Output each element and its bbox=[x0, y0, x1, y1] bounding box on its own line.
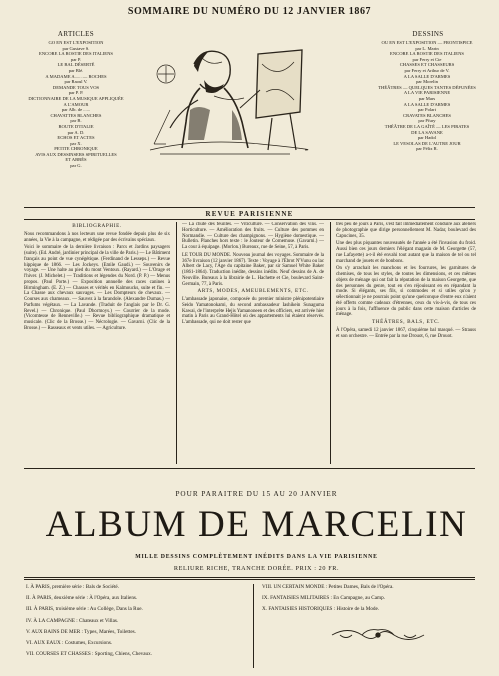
summary-item: A LA SALLE D'ARMES bbox=[403, 73, 451, 79]
summary-item: par Mars bbox=[418, 95, 436, 101]
summary-item: DE LA SAVANE bbox=[411, 129, 443, 135]
summary-item: GO EN EST L'EXPOSITION bbox=[48, 40, 104, 45]
toc-item: IX. FANTAISIES MILITAIRES : En Campagne, au Camp. bbox=[262, 595, 385, 602]
summary-item: par Alb. de ...... bbox=[61, 107, 91, 113]
summary-item: THÉÂTRES — QUELQUES TANTES DÉFUNÉES bbox=[378, 84, 476, 90]
column-heading: ARTS, MODES, AMEUBLEMENTS, ETC. bbox=[197, 288, 309, 295]
summary-item: LE BAL DÉSERTÉ bbox=[57, 62, 95, 68]
summary-item: CRAVATES BLANCHES bbox=[403, 112, 451, 118]
summary-item: par A. D. bbox=[67, 129, 85, 135]
summary-item: CHAVATTES BLANCHES bbox=[50, 112, 102, 118]
album-contents-right bbox=[262, 582, 476, 616]
column-heading: THÉÂTRES, BALS, ETC. bbox=[371, 319, 441, 325]
dessins-heading: DESSINS bbox=[412, 30, 444, 38]
summary-item: ET ABBÉS bbox=[65, 157, 87, 163]
toc-item: X. FANTAISIES HISTORIQUES : Histoire de la Mode. bbox=[262, 606, 380, 613]
toc-item: VIII. UN CERTAIN MONDE : Petites Dames, Bals de l'Opéra. bbox=[262, 584, 394, 590]
divider-rule bbox=[24, 219, 475, 220]
article-paragraph: très peu de jours à Paris, s'est fait immédiatement conduire aux ateliers de photographie que dirige personnellement M. Nadar, boulevard des Capucines, 35. bbox=[336, 222, 476, 239]
article-paragraph: Voici le sommaire de la dernière livraison : Parcs et Jardins paysagers (suite). (Ed. André, jardinier principal de la ville de Paris.) — Le Bâtiment français au point de vue cynégétique. (Ferdinand de Lesseps.) — Revue hippique de 1866. — Les Jockeys. (Emile Gaudi.) — Souvenirs de voyage. — Une halte au pied du mont Ventoux. (Rayard.) — L'Orage et l'hiver. (J. Michelet.) — Traditions et légendes du Nord. (P. P.) — Menus propos. (Paul Porte.) — Exposition annuelle des races canines à Birmingham. (E. Z.) — Chasses et vérités en Kalmoucks, suite et fin. — La Chasse aux chevaux sauvages. — Les Dompteurs de chevaux. — Courses aux chameaux. — Sauvez à la farandole. (Alexandre Dumas.) — Parfums végétaux. — La Lavande. (Traduit de l'anglais par le Dr. G. Revel.) — Chronique. (Paul Dhormoys.) — Courrier de la mode. (Vicomtesse de Renneville.) — Revue bibliographique dramatique et musicale. (Clic de la Brosse.) — Nécrologie. — Gavarni. (Clic de la Brosse.) — Rasseaux et vents utiles. — Agriculture. bbox=[24, 245, 170, 331]
masthead: SOMMAIRE DU NUMÉRO DU 12 JANVIER 1867 bbox=[127, 6, 372, 17]
column-rule bbox=[176, 222, 177, 464]
summary-item: par Ferry et Arthur de V. bbox=[404, 67, 450, 73]
flourish-ornament-icon bbox=[328, 624, 428, 646]
ad-intro: POUR PARAITRE DU 15 AU 20 JANVIER bbox=[175, 490, 338, 498]
album-contents-left bbox=[26, 582, 248, 660]
artist-at-easel-icon bbox=[140, 40, 310, 160]
summary-item: A MADAME A...... — ROCHES bbox=[45, 73, 107, 79]
divider-rule bbox=[24, 207, 475, 208]
toc-item: VI. AUX EAUX : Costumes, Excursions. bbox=[26, 640, 113, 647]
articles-heading: ARTICLES bbox=[57, 30, 95, 38]
summary-item: LE VESOLAS DE L'AUTRE JOUR bbox=[393, 140, 461, 146]
article-paragraph: À l'Opéra, samedi 12 janvier 1867, cinquième bal masqué. — Strauss et son orchestre. — Entrée par la rue Drouot, 6, rue Drouot. bbox=[336, 327, 476, 339]
toc-item: IV. À LA CAMPAGNE : Chateaux et Villas. bbox=[26, 617, 119, 624]
article-paragraph: — La chute des feuilles. — Viticulture. — Conservation des vins. — Horticulture. — Amélioration des fruits. — Culture des pommes en Normandie. — Culture des champignons. — Hygiène domestique. — Bulletin. Planches hors texte : le Jouteur de Cornemuse. (Gavarni.) — La cour à équipage. (Morlon.) Bureaux, rue de Seine, 57, à Paris. bbox=[182, 222, 324, 250]
column-tour-du-monde bbox=[182, 222, 324, 464]
summary-item: ENCORE LA ROSTIE DES ITALIENS bbox=[390, 51, 464, 57]
summary-item: DEMANDE TOUS VOS bbox=[52, 84, 100, 90]
summary-item: par Polart bbox=[418, 107, 436, 113]
column-rule bbox=[330, 222, 331, 464]
summary-item: par Blé. bbox=[68, 67, 84, 73]
summary-item: OU EN EST L'EXPOSITION — FRONTISPICE bbox=[381, 40, 473, 45]
summary-item: A L'AMOUR bbox=[63, 101, 89, 107]
article-paragraph: L'ambassade japonaise, composée du premier ministre plénipotentiaire Seido Yamatonokami, du second ambassadeur Iashikein Sunaguma Kawai, de l'interprète Hejis Yamanoneen et des officiers, est arrivée hier matin à Paris au Grand-Hôtel où des appartements lui étaient réservés. L'ambassade, qui ne doit rester que bbox=[182, 297, 324, 325]
revue-title: REVUE PARISIENNE bbox=[205, 210, 294, 218]
summary-item: AVIS AUX DESSINSERS SPIRITUELLES bbox=[35, 151, 117, 157]
toc-item: VII. COURSES ET CHASSES : Sporting, Chiens, Chevaux. bbox=[26, 651, 152, 658]
summary-item: ECHOS ET ACTES bbox=[57, 135, 95, 141]
summary-item: par P. bbox=[70, 56, 82, 62]
toc-item: V. AUX BAINS DE MER : Types, Marées, Toilettes. bbox=[26, 628, 136, 635]
divider-rule bbox=[24, 579, 475, 580]
summary-item: par Hadol bbox=[417, 135, 437, 141]
summary-item: par Raoul V. bbox=[64, 79, 88, 85]
column-theatres bbox=[336, 222, 476, 464]
summary-item: par Gustave S. bbox=[62, 45, 90, 51]
summary-item: THÉÂTRE DE LA GAÎTÉ — LES PIRATES bbox=[384, 123, 470, 129]
divider-rule bbox=[24, 468, 475, 469]
summary-item: par G. bbox=[70, 163, 82, 169]
toc-item: II. À PARIS, deuxième série : À l'Opéra, aux Italiens. bbox=[26, 595, 138, 602]
summary-item: par Morelin bbox=[416, 79, 438, 85]
column-rule bbox=[253, 584, 254, 668]
articles-list bbox=[16, 40, 136, 169]
summary-item: PETITE CHRONIQUE bbox=[54, 146, 98, 152]
summary-item: par L. Marin bbox=[415, 45, 439, 51]
summary-item: par Félix R. bbox=[416, 146, 438, 152]
ad-title: ALBUM DE MARCELIN bbox=[45, 504, 468, 545]
article-paragraph: Une des plus piquantes nouveautés de l'année a été l'invasion du froid. Aussi bien ces jours derniers l'élégant magasin de M. Georgette (57, rue Lafayette) a-t-il été envahi tout autant que la maison de tel ou tel marchand de jouets et de bonbons. bbox=[336, 241, 476, 264]
ad-subtitle: MILLE DESSINS COMPLÈTEMENT INÉDITS DANS LA VIE PARISIENNE bbox=[135, 554, 378, 560]
summary-item: ROUTE D'ITALIE bbox=[58, 123, 94, 129]
summary-item: A LA VIE PARISIENNE bbox=[403, 90, 451, 96]
column-bibliographie bbox=[24, 222, 170, 464]
summary-item: CHASSES ET CHASSEURS bbox=[399, 62, 455, 68]
summary-item: par Pfury bbox=[418, 118, 436, 124]
summary-item: ENCORE LA ROSTIE DES ITALIENS bbox=[39, 51, 113, 57]
dessins-list bbox=[358, 40, 496, 152]
article-paragraph: LE TOUR DU MONDE. Nouveau journal des voyages. Sommaire de la 367e livraison (12 janvier 1867). Texte : Voyage à l'Ébrot N'Vunu ou lac Albert de Lacy, l'Age du capitaine Baker, par sir Samuel White Baker (1861-1864). Traduction inédite, dessins inédits. Neuf dessins de A. de Neuville. Bureaux à la librairie de L. Hachette et Cie, boulevard Saint-Germain, 77, à Paris. bbox=[182, 252, 324, 287]
summary-item: par P. P. bbox=[68, 90, 84, 96]
article-paragraph: On s'y arrachait les manchons et les fourrures, les garnitures de chemises, de tous les styles, de toutes les dimensions, et ces mêmes objets de ménage qui ont fait la réputation de la maison Georgette, que des personnes du genre, tout en s'en réjouissant en en répandant la mode. Si élégants, ses fils, si commodes et si utiles qu'on y sélectionnait je ne pourrais point qu'une quelconque d'entre eux n'aient été offerts comme cadeaux d'étrennes, ceux du vis-à-vis, de tous ces jours à la fois, l'affluence du public dans cette maison d'articles de ménage. bbox=[336, 266, 476, 318]
toc-item: I. À PARIS, première série : Bals de Société. bbox=[26, 584, 120, 590]
summary-item: par X. bbox=[70, 140, 82, 146]
summary-item: par Ferry et Cie bbox=[412, 56, 442, 62]
summary-item: A LA SALLE D'ARMES bbox=[403, 101, 451, 107]
column-heading: BIBLIOGRAPHIE. bbox=[72, 223, 122, 229]
ad-price: RELIURE RICHE, TRANCHE DORÉE. PRIX : 20 FR. bbox=[173, 565, 340, 572]
summary-item: DICTIONNAIRE DE LA MUSIQUE APPLIQUÉE bbox=[28, 95, 124, 101]
article-paragraph: Nous recommandons à nos lecteurs une revue fondée depuis plus de six années, la Vie à la campagne, et rédigée par des écrivains spéciaux. bbox=[24, 231, 170, 243]
summary-item: par B. bbox=[70, 118, 82, 124]
toc-item: III. À PARIS, troisième série : Au Collège, Dans la Rue. bbox=[26, 606, 143, 613]
divider-rule bbox=[24, 577, 475, 578]
